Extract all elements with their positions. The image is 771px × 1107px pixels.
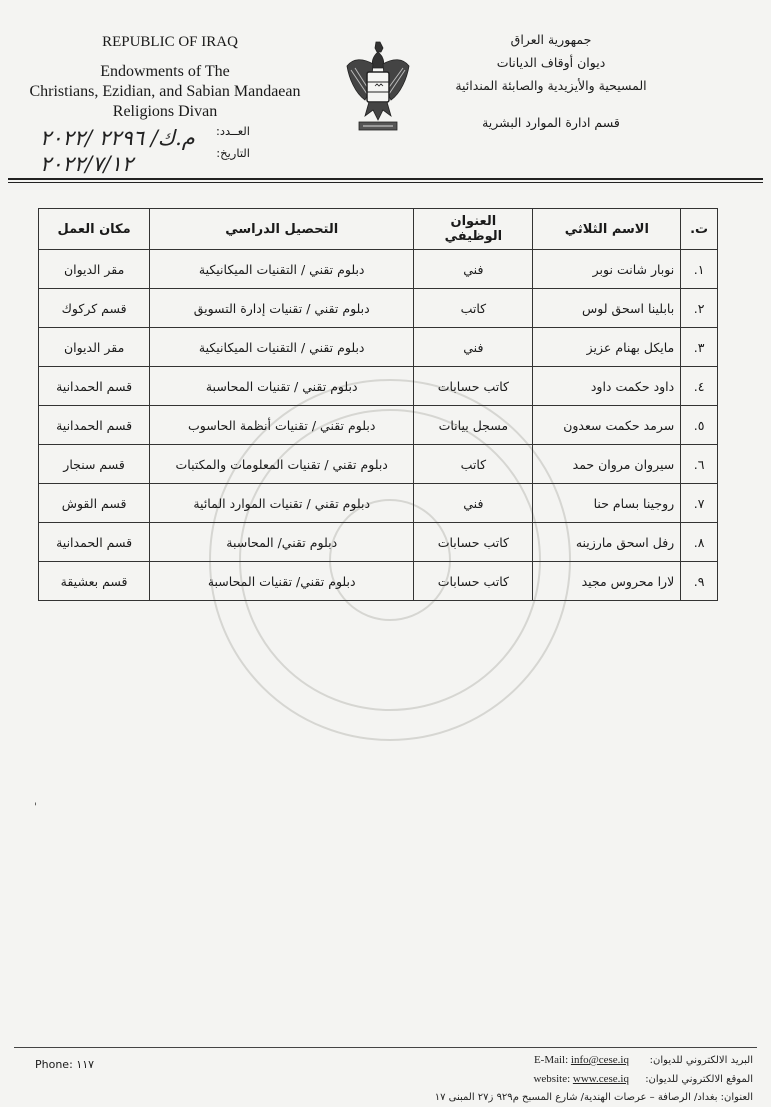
workplace: قسم بعشيقة	[39, 562, 150, 601]
footer-address: العنوان: بغداد/ الرصافة – عرصات الهندية/ شارع المسبح م٩٢٩ ز٢٧ المبنى ١٧	[434, 1092, 753, 1103]
table-row	[39, 484, 718, 523]
footer-contact	[313, 1051, 753, 1107]
workplace: قسم الحمدانية	[39, 367, 150, 406]
employee-name: بابلينا اسحق لوس	[533, 289, 681, 328]
column-header-education: التحصيل الدراسي	[150, 209, 414, 250]
english-header-line: Endowments of The	[100, 63, 230, 80]
workplace: قسم الحمدانية	[39, 406, 150, 445]
row-index: ٥.	[681, 406, 718, 445]
table-row	[39, 406, 718, 445]
row-index: ٨.	[681, 523, 718, 562]
job-title: كاتب حسابات	[414, 367, 533, 406]
reference-number-label: العــدد:	[215, 124, 250, 138]
employee-name: داود حكمت داود	[533, 367, 681, 406]
education: دبلوم تقني/ المحاسبة	[150, 523, 414, 562]
row-index: ٣.	[681, 328, 718, 367]
workplace: قسم سنجار	[39, 445, 150, 484]
workplace: مقر الديوان	[39, 250, 150, 289]
column-header-name: الاسم الثلاثي	[533, 209, 681, 250]
arabic-header-line: ديوان أوقاف الديانات	[496, 55, 606, 70]
staff-table	[38, 208, 718, 601]
row-index: ٢.	[681, 289, 718, 328]
arabic-header-line: المسيحية والأيزيدية والصابئة المندائية	[455, 78, 647, 93]
table-row	[39, 562, 718, 601]
job-title: كاتب حسابات	[414, 562, 533, 601]
column-header-index: ت.	[681, 209, 718, 250]
education: دبلوم تقني/ تقنيات المحاسبة	[150, 562, 414, 601]
table-row	[39, 289, 718, 328]
table-row	[39, 445, 718, 484]
reference-block	[40, 124, 250, 184]
website-link[interactable]: www.cese.iq	[572, 1073, 629, 1085]
workplace: مقر الديوان	[39, 328, 150, 367]
table-row	[39, 367, 718, 406]
job-title: كاتب حسابات	[414, 523, 533, 562]
table-row	[39, 250, 718, 289]
footer-email-line	[313, 1051, 753, 1070]
employee-name: لارا محروس مجيد	[533, 562, 681, 601]
job-title: كاتب	[414, 445, 533, 484]
education: دبلوم تقني / تقنيات الموارد المائية	[150, 484, 414, 523]
english-header-line: Religions Divan	[112, 103, 218, 120]
table-row	[39, 328, 718, 367]
english-header-line: REPUBLIC OF IRAQ	[102, 34, 238, 50]
employee-name: روجينا بسام حنا	[533, 484, 681, 523]
column-header-title: العنوان الوظيفي	[414, 209, 533, 250]
employee-name: سيروان مروان حمد	[533, 445, 681, 484]
row-index: ٧.	[681, 484, 718, 523]
education: دبلوم تقني / تقنيات المعلومات والمكتبات	[150, 445, 414, 484]
arabic-letterhead	[411, 28, 691, 134]
workplace: قسم الحمدانية	[39, 523, 150, 562]
education: دبلوم تقني / التقنيات الميكانيكية	[150, 328, 414, 367]
job-title: فني	[414, 328, 533, 367]
row-index: ١.	[681, 250, 718, 289]
website-prefix: website:	[533, 1073, 571, 1085]
scan-speck: '	[34, 802, 37, 813]
education: دبلوم تقني / تقنيات إدارة التسويق	[150, 289, 414, 328]
department-name: قسم ادارة الموارد البشرية	[482, 115, 620, 130]
column-header-workplace: مكان العمل	[39, 209, 150, 250]
header-divider	[8, 182, 763, 183]
footer-phone: Phone: ١١٧	[35, 1058, 95, 1071]
job-title: كاتب	[414, 289, 533, 328]
education: دبلوم تقني / تقنيات المحاسبة	[150, 367, 414, 406]
table-row	[39, 523, 718, 562]
footer-divider	[14, 1047, 757, 1048]
employee-name: رفل اسحق مارزينه	[533, 523, 681, 562]
job-title: فني	[414, 484, 533, 523]
header-divider	[8, 178, 763, 180]
email-link[interactable]: info@cese.iq	[570, 1054, 629, 1066]
employee-name: سرمد حكمت سعدون	[533, 406, 681, 445]
arabic-header-line: جمهورية العراق	[510, 32, 592, 47]
reference-number-value: م.ك/ ٢٢٩٦ /٢٠٢٢	[40, 126, 195, 150]
date-label: التاريخ:	[216, 146, 250, 160]
table-header-row	[39, 209, 718, 250]
date-value: ٢٠٢٢/٧/١٢	[40, 152, 134, 176]
row-index: ٩.	[681, 562, 718, 601]
education: دبلوم تقني / التقنيات الميكانيكية	[150, 250, 414, 289]
iraq-eagle-emblem-icon	[343, 38, 413, 138]
row-index: ٦.	[681, 445, 718, 484]
job-title: مسجل بيانات	[414, 406, 533, 445]
education: دبلوم تقني / تقنيات أنظمة الحاسوب	[150, 406, 414, 445]
row-index: ٤.	[681, 367, 718, 406]
english-letterhead	[0, 32, 330, 122]
email-prefix: E-Mail:	[533, 1054, 569, 1066]
english-header-line: Christians, Ezidian, and Sabian Mandaean	[29, 83, 301, 100]
employee-name: مايكل بهنام عزيز	[533, 328, 681, 367]
employee-name: نوبار شانت نوبر	[533, 250, 681, 289]
workplace: قسم كركوك	[39, 289, 150, 328]
email-label: البريد الالكتروني للديوان:	[649, 1055, 753, 1066]
workplace: قسم القوش	[39, 484, 150, 523]
footer-website-line	[313, 1070, 753, 1089]
job-title: فني	[414, 250, 533, 289]
website-label: الموقع الالكتروني للديوان:	[645, 1074, 753, 1085]
